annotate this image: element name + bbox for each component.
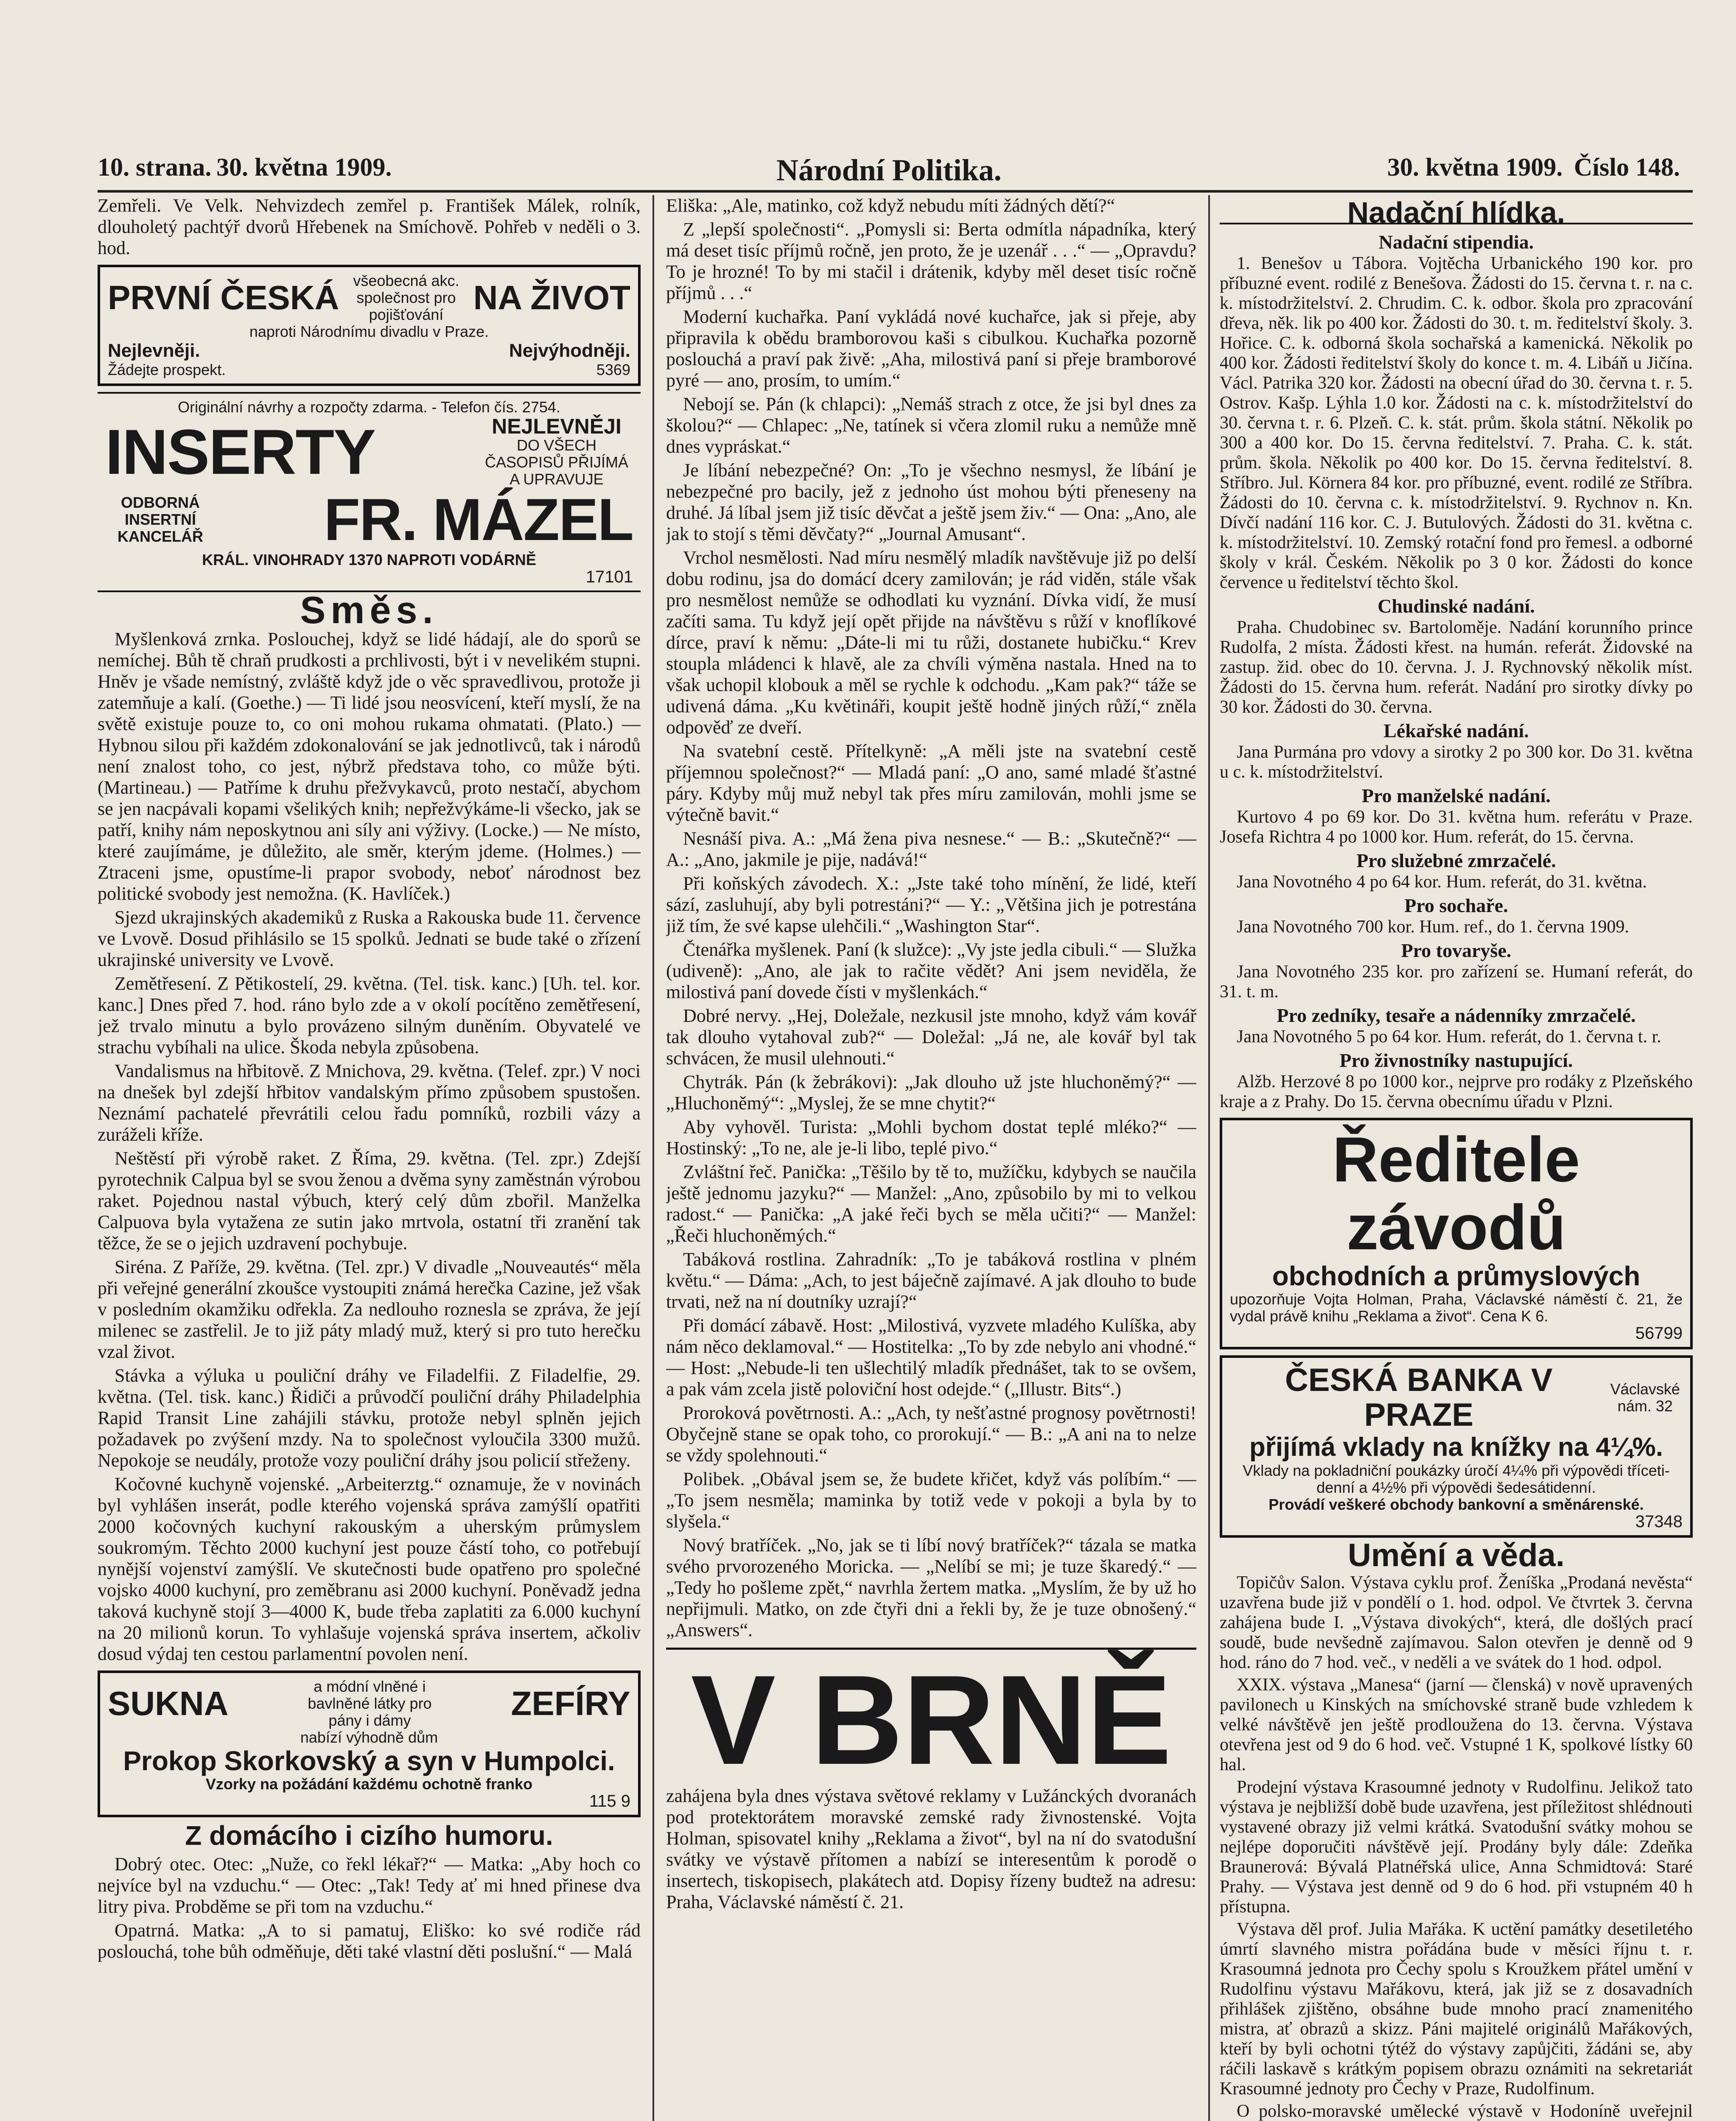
humor-paragraph: Aby vyhověl. Turista: „Mohli bychom dostat teplé mléko?“ — Hostinský: „To ne, ale je-li libo, teplé pivo.“ [666, 1116, 1196, 1158]
smes-paragraph: Vandalismus na hřbitově. Z Mnichova, 29. května. (Telef. zpr.) V noci na dnešek byl zdejší hřbitov vandalským přímo způsobem spustošen. Neznámí pachatelé převrátili celou řadu pomníků, rozbili vázy a zuráželi kříže. [98, 1060, 641, 1145]
ad-number: 5369 [596, 361, 630, 378]
column-2 [666, 195, 1196, 2121]
section-text: 1. Benešov u Tábora. Vojtěcha Urbanického 190 kor. pro příbuzné event. rodilé z Benešova. Žádosti do 15. června t. r. na c. k. místodržitelství. 2. Chrudim. C. k. odbor. škola pro zpracování dřeva, něk. lik po 400 kor. Žádosti do 30. t. m. ředitelství školy. 3. Hořice. C. k. odborná škola sochařská a kamenická. Několik po 400 kor. Žádosti ředitelství školy do konce t. m. 4. Libáň u Jičína. Václ. Patrika 320 kor. Žádosti na obecní úřad do 30. června t. r. 5. Ostrov. Kašp. Lýhla 1.0 kor. Žádosti na c. k. místodržitelství do 30. června t. r. 6. Plzeň. C. k. stát. prům. škola státní. Několik po 300 a 400 kor. Do 15. června ředitelství. 7. Praha. C. k. stát. prům. škola. Několik po 400 kor. Do 15. června ředitelství. 8. Stříbro. Jul. Körnera 84 kor. pro příbuzné, event. rodilé ze Stříbra. Žádosti do 10. června c. k. místodržitelství. 9. Rychnov n. Kn. Dívčí nadání 116 kor. C. J. Butulových. Žádosti do 31. května c. k. místodržitelství. 10. Zemský rotační fond pro řemesl. a odborné školy v král. Českém. Několik po 3 0 kor. Žádosti do konce července u ředitelství těchto škol. [1220, 254, 1693, 592]
humor-paragraph: Moderní kuchařka. Paní vykládá nové kuchařce, jak si přeje, aby připravila k obědu bramborovou kaši s cibulkou. Kuchařka pozorně poslouchá a praví pak živě: „Aha, milostivá paní si přeje bramborové pyré — ano, prosím, to umím.“ [666, 306, 1196, 391]
ad-cheap-sub: DO VŠECH ČASOPISŮ PŘIJÍMÁ A UPRAVUJE [484, 437, 629, 488]
humor-paragraph: Dobrý otec. Otec: „Nuže, co řekl lékař?“ — Matka: „Aby hoch co nejvíce byl na vzduchu.“ — Otec: „Tak! Tedy ať mi hned přinese dva litry piva. Probděme se při tom na vzduchu.“ [98, 1854, 641, 1917]
section-title: Pro manželské nadání. [1361, 785, 1551, 806]
humor-paragraph: Vrchol nesmělosti. Nad míru nesmělý mladík navštěvuje již po delší dobu rodinu, jsa do domácí dcery zamilován; je rád viděn, stále však pro nesmělost nemůže se odhodlati ku vyznání. Dívka vidí, že musí začíti sama. Tu když její opět přijde na návštěvu s růží v knoflíkové dírce, praví k němu: „Dáte-li mi tu růži, dostanete hubičku.“ Krev stoupla mládenci k hlavě, ale za chvíli výměna nastala. Hned na to však uchopil klobouk a měl se rychle k odchodu. „Kam pak?“ táže se udivená dáma. „Ku květináři, koupit ještě hodně jiných růží,“ zněla odpověď ze dveří. [666, 547, 1196, 738]
ad-v-brne [666, 1648, 1196, 1913]
ad-address: naproti Národnímu divadlu v Praze. [249, 323, 489, 340]
issue-number: Číslo 148. [1574, 153, 1680, 181]
ad-sukna-offer: nabízí výhodně dům [300, 1729, 438, 1746]
section-text: Jana Novotného 5 po 64 kor. Hum. referát, do 1. června t. r. [1237, 1027, 1661, 1047]
smes-paragraph: Myšlenková zrnka. Poslouchej, když se lidé hádají, ale do sporů se nemíchej. Bůh tě chraň prudkosti a prchlivosti, být i v nevelikém stupni. Hněv je všade nemístný, zvláště když jde o věc spravedlivou, protože ji zatemňuje a kalí. (Goethe.) — Ti lidé jsou neosvícení, kteří myslí, že na světě existuje pouze to, co oni mohou rukama ohmatati. (Plato.) — Hybnou silou při každém zdokonalování se jak jednotlivců, tak i národů není znalost toho, co jest, nýbrž představa toho, co může býti. (Martineau.) — Patříme k druhu přežvykavců, proto nestačí, abychom se jen nacpávali kopami všelikých knih; nepřežvýkáme-li všecko, jak se patří, knihy nám neposkytnou ani síly ani výživy. (Locke.) — Ne místo, které zaujímáme, je důležito, ale směr, kterým jdeme. (Holmes.) — Ztraceni jsme, opustíme-li prapor svobody, neboť národnost bez politické svobody jest nemožna. (K. Havlíček.) [98, 629, 641, 904]
umeni-paragraph: XXIX. výstava „Manesa“ (jarní — členská) v nově upravených pavilonech u Kinských na smíchovské straně bude vzhledem k velké návštěvě jen ještě prodloužena do 13. června. Výstava otevřena jest od 9 do 6 hod. več. Vstupné 1 K, spolkové lístky 60 hal. [1220, 1675, 1693, 1774]
ad-sukna-samples: Vzorky na požádání každému ochotně franko [205, 1775, 533, 1793]
header-date-right: 30. května 1909. [1387, 153, 1563, 181]
umeni-paragraph: Prodejní výstava Krasoumné jednoty v Rudolfinu. Jelikož tato výstava je nejbližší době bude uzavřena, jest příležitost shlédnouti vystavené obrazy již velmi krátká. Svatodušní svátky mohou se nejlépe doporučiti návštěvě její. Prodány byly dále: Zdeňka Braunerová: Bývalá Platnéřská ulice, Anna Schmidtová: Staré Prahy. — Výstava jest denně od 9 do 6 hod. při vstupném 40 h přístupna. [1220, 1777, 1693, 1917]
bank-line3: Provádí veškeré obchody bankovní a směnárenské. [1268, 1496, 1644, 1513]
humor-paragraph: Zvláštní řeč. Panička: „Těšilo by tě to, mužíčku, kdybych se naučila ještě jednomu jazyku?“ — Manžel: „Ano, způsobilo by mi to velkou radost.“ — Panička: „A jaké řeči bych se měla učiti?“ — Manžel: „Řeči hluchoněmých.“ [666, 1161, 1196, 1246]
section-title: Pro zedníky, tesaře a nádenníky zmrzačelé. [1277, 1005, 1636, 1026]
section-title: Pro živnostníky nastupující. [1339, 1049, 1573, 1071]
ad-mazel-address: KRÁL. VINOHRADY 1370 NAPROTI VODÁRNĚ [202, 551, 536, 568]
humor-paragraph: Nový bratříček. „No, jak se ti líbí nový bratříček?“ tázala se matka svého prvorozeného Moricka. — „Nelíbí se mi; je tuze škaredý.“ — „Tedy ho pošleme zpět,“ navrhla žertem matka. „Myslím, že by už ho nepřijmuli. Matko, on zde čtyři dni a řekli by, že je tuze obnošený.“ „Answers“. [666, 1535, 1196, 1640]
humor-paragraph: Čtenářka myšlenek. Paní (k služce): „Vy jste jedla cibuli.“ — Služka (udiveně): „Ano, ale jak to račite vědět? Ani jsem neviděla, že milostivá paní dovede čísti v myšlenkách.“ [666, 939, 1196, 1002]
section-text: Jana Novotného 235 kor. pro zařízení se. Humaní referát, do 31. t. m. [1220, 962, 1693, 1002]
column-divider [1208, 195, 1210, 2121]
humor-heading: Z domácího i cizího humoru. [185, 1820, 553, 1851]
section-text: Praha. Chudobinec sv. Bartoloměje. Nadání korunního prince Rudolfa, 2 místa. Žádosti křest. na humán. referát. Židovské na zastup. žid. obec do 10. června. J. J. Rychnovský několik míst. Žádosti do 15. června hum. referát. Nadání pro sirotky dívky po 30 kor. Žádosti do 30. června. [1220, 618, 1693, 717]
bank-name: ČESKÁ BANKA V PRAZE [1285, 1362, 1553, 1433]
humor-paragraph: Chytrák. Pán (k žebrákovi): „Jak dlouho už jste hluchoněmý?“ — „Hluchoněmý“: „Myslej, že se mne chytit?“ [666, 1072, 1196, 1114]
umeni-paragraph: Výstava děl prof. Julia Mařáka. K uctění památky desetiletého úmrtí slavného mistra pořádána bude v měsíci říjnu t. r. Krasoumná jednota pro Čechy spolu s Kroužkem přátel umění v Rudolfinu výstavu Mařákovu, která, jak již se z dosavadních přihlášek zjištěno, obsáhne bude mnoho prací znamenitého mistra, ať obrazů a skizz. Páni majitelé originálů Mařákových, kteří by byli ochotni týtéž do výstavy zapůjčiti, žádáni se, aby ráčili laskavě s krátkým popisem obrazu oznámiti na sekretariát Krasoumné jednoty pro Čechy v Praze, Rudolfinum. [1220, 1920, 1693, 2099]
page-number: 10. strana. [98, 153, 212, 181]
section-text: Alžb. Herzové 8 po 1000 kor., nejprve pro rodáky z Plzeňského kraje a z Prahy. Do 15. června obecnímu úřadu v Plzni. [1220, 1072, 1693, 1111]
umeni-heading: Umění a věda. [1347, 1537, 1565, 1573]
humor-paragraph: Je líbání nebezpečné? On: „To je všechno nesmysl, že líbání je nebezpečné pro bacily, jež z jednoho úst mohou býti přeneseny na druhé. Já líbal jsem již tisíc děvčat a ještě jsem živ.“ — Ona: „Ano, ale jak to stojí s těmi děvčaty?“ „Journal Amusant“. [666, 460, 1196, 544]
section-text: Jana Novotného 700 kor. Hum. ref., do 1. června 1909. [1237, 917, 1629, 937]
column-1 [98, 195, 641, 2121]
ad-mazel-name: FR. MÁZEL [324, 486, 633, 553]
humor-paragraph: Proroková povětrnosti. A.: „Ach, ty nešťastné prognosy povětrnosti! Obyčejně stane se opak toho, co prorokují.“ — B.: „A ani na to nelze se vždy spolehnouti.“ [666, 1402, 1196, 1466]
obituary: Zemřeli. Ve Velk. Nehvizdech zemřel p. František Málek, rolník, dlouholetý pachtýř dvorů Hřebenek na Smíchově. Pohřeb v neděli o 3. hod. [98, 195, 641, 258]
ad-inserty-title: INSERTY [105, 416, 375, 487]
section-text: Kurtovo 4 po 69 kor. Do 31. května hum. referátu v Praze. Josefa Richtra 4 po 1000 kor. Hum. referát, do 15. června. [1220, 807, 1693, 847]
smes-heading: Směs. [300, 589, 438, 632]
ad-cheap: NEJLEVNĚJI [492, 414, 622, 438]
section-title: Pro tovaryše. [1401, 940, 1512, 961]
ad-footer: Žádejte prospekt. [108, 361, 226, 378]
bank-address: Václavské nám. 32 [1610, 1380, 1680, 1415]
ad-reditele [1220, 1118, 1693, 1349]
header-date-left: 30. května 1909. [216, 153, 392, 181]
ad-number: 37348 [1635, 1512, 1683, 1531]
ad-title-right: NA ŽIVOT [473, 279, 630, 316]
humor-paragraph: Opatrná. Matka: „A to si pamatuj, Eliško: ko své rodiče rád poslouchá, tohe bůh odměňuje, děti také vlastní děti poslušní.“ — Malá [98, 1920, 641, 1962]
section-title: Nadační stipendia. [1378, 231, 1534, 253]
smes-paragraph: Siréna. Z Paříže, 29. května. (Tel. zpr.) V divadle „Nouveautés“ měla při veřejné generální zkoušce vystoupiti známá herečka Cazine, jež však v posledním okamžiku odřekla. Za nedlouho roznesla se zpráva, že její milenec se zastřelil. Je to již páty mladý muž, který si pro tuto herečku vzal život. [98, 1256, 641, 1362]
ad-reditele-text: upozorňuje Vojta Holman, Praha, Václavské náměstí č. 21, že vydal právě knihu „Reklama a život“. Cena K 6. [1230, 1290, 1683, 1325]
smes-paragraph: Sjezd ukrajinských akademiků z Ruska a Rakouska bude 11. července ve Lvově. Dosud přihlásilo se 15 spolků. Jednati se bude také o zřízení ukrajinské university ve Lvově. [98, 907, 641, 970]
ad-sukna [98, 1670, 641, 1817]
ad-slogan-right: Nejvýhodněji. [509, 340, 630, 361]
masthead-title: Národní Politika. [776, 153, 1002, 187]
humor-paragraph: Z „lepší společnosti“. „Pomysli si: Berta odmítla nápadníka, který má deset tisíc příjmů ročně, jen proto, že je uzenář . . .“ — „Opravdu? To je hrozné! To by mi stačil i drátenik, kdyby měl deset tisíc ročně příjmů . . .“ [666, 219, 1196, 303]
ad-brne-text: zahájena byla dnes výstava světové reklamy v Lužánckých dvoranách pod protektorátem moravské zemské rady živnostenské. Vojta Holman, spisovatel knihy „Reklama a život“, byl na ní do svatodušní svátky ve výstavě přítomen a nabízí se interesentům k porodě o insertech, tiskopisech, plakátech atd. Dopisy řízeny budtež na adresu: Praha, Václavské náměstí č. 21. [666, 1785, 1196, 1912]
ad-reditele-title: Ředitele závodů [1332, 1124, 1580, 1263]
column-3 [1220, 195, 1693, 2121]
ad-ceska-banka [1220, 1355, 1693, 1538]
section-text: Jana Purmána pro vdovy a sirotky 2 po 300 kor. Do 31. května u c. k. místodržitelství. [1220, 742, 1693, 782]
smes-paragraph: Neštěstí při výrobě raket. Z Říma, 29. května. (Tel. zpr.) Zdejší pyrotechnik Calpua byl se svou ženou a dvěma syny zaměstnán výrobou raket. Pojednou nastal výbuch, který celý dům zbořil. Manželka Calpuova byla vytažena ze sutin jako mrtvola, ostatní tři zranění tak těžce, že se o jejich uzdravení pochybuje. [98, 1148, 641, 1254]
ad-title-left: PRVNÍ ČESKÁ [108, 279, 339, 316]
humor-paragraph: Na svatební cestě. Přítelkyně: „A měli jste na svatební cestě příjemnou společnost?“ — Mladá paní: „O ano, samé mladé šťastné páry. Kdyby můj muž nebyl tak přes míru zamilován, mohli jsme se výtečně bavit.“ [666, 741, 1196, 825]
humor-paragraph: Při koňských závodech. X.: „Jste také toho mínění, že lidé, kteří sází, zasluhují, aby byli potrestáni?“ — Y.: „Většina jich je potrestána již tím, že své kapse ulehčili.“ „Washington Star“. [666, 873, 1196, 936]
ad-slogan-left: Nejlevněji. [108, 340, 200, 361]
bank-line1: přijímá vklady na knížky na 4¼%. [1249, 1433, 1663, 1462]
ad-sukna-firm: Prokop Skorkovský a syn v Humpolci. [123, 1746, 615, 1776]
ad-number: 115 9 [589, 1792, 630, 1810]
section-title: Pro služebné zmrzačelé. [1356, 850, 1556, 871]
page-header [98, 153, 1693, 191]
humor-paragraph: Při domácí zábavě. Host: „Milostivá, vyzvete mladého Kulíška, aby nám něco deklamoval.“ — Hostitelka: „To by zde nebylo ani vhodné.“ — Host: „Nebude-li ten ušlechtilý mladík přednášet, tak to se ovšem, a pak vám zcela jistě poloviční host odejde.“ („Illustr. Bits“.) [666, 1315, 1196, 1399]
section-title: Chudinské nadání. [1378, 595, 1535, 617]
smes-paragraph: Zemětřesení. Z Pětikostelí, 29. května. (Tel. tisk. kanc.) [Uh. tel. kor. kanc.] Dnes před 7. hod. ráno bylo zde a v okolí pocítěno zemětřesení, jež trvalo minutu a bylo provázeno silným duněním. Obyvatelé ve strachu vybíhali na ulice. Škoda nebyla způsobena. [98, 973, 641, 1058]
ad-brne-title: V BRNĚ [691, 1648, 1172, 1791]
ad-sukna-left: SUKNA [108, 1684, 229, 1722]
umeni-paragraph: Topičův Salon. Výstava cyklu prof. Ženíška „Prodaná nevěsta“ uzavřena bude již v pondělí o 1. hod. odpol. Ve čtvrtek 3. června zahájena bude I. „Výstava divokých“, která, dle došlých prací soudě, bude nevšedně zajímavou. Salon otevřen je denně od 9 hod. ráno do 7 hod. več., v neděli a ve svátek do 1 hod. odpol. [1220, 1573, 1693, 1672]
section-text: Jana Novotného 4 po 64 kor. Hum. referát, do 31. května. [1237, 872, 1647, 892]
humor-paragraph: Polibek. „Obával jsem se, že budete křičet, když vás políbím.“ — „To jsem nesměla; maminka by totiž vede v pokoji a byla by to slyšela.“ [666, 1469, 1196, 1532]
column-divider [652, 195, 654, 2121]
bank-line2: Vklady na pokladniční poukázky úročí 4¼% při výpovědi třícetidenní a 4½% při výpovědi šedesátidenní. [1243, 1462, 1670, 1496]
nadacni-heading: Nadační hlídka. [1220, 203, 1693, 224]
ad-top-line: Originální návrhy a rozpočty zdarma. - Telefon čís. 2754. [178, 398, 560, 416]
smes-paragraph: Kočovné kuchyně vojenské. „Arbeiterztg.“ oznamuje, že v novinách byl vyhlášen inserát, podle kterého vojenská správa zamýšlí opatřiti 2000 kočovných kuchyní rakouským a uherským průmyslem soukromým. Těchto 2000 kuchyní jest pouze částí toho, co potřebují nynější vojenství zamýšlí. Ve skutečnosti bude opatřeno pro společné vojsko 4000 kuchyní, pro zeměbranu asi 2000 kuchyní. Poněvadž jedna taková kuchyně stojí 3—4000 K, bude třeba zaplatiti za 6.000 kuchyní na 20 milionů korun. To vyhlašuje vojenská správa insertem, ačkoliv dosud výdaj ten cestou parlamentní povolen není. [98, 1474, 641, 1664]
humor-paragraph: Nebojí se. Pán (k chlapci): „Nemáš strach z otce, že jsi byl dnes za školou?“ — Chlapec: „Ne, tatínek si včera zlomil ruku a nemůže mně dnes vypráskat.“ [666, 394, 1196, 457]
smes-paragraph: Stávka a výluka u pouliční dráhy ve Filadelfii. Z Filadelfie, 29. května. (Tel. tisk. kanc.) Řidiči a průvodčí pouliční dráhy Philadelphia Rapid Transit Line zahájili stávku, protože nebyl splněn jejich požadavek po zvýšení mzdy. Na to společnost vyloučila 3300 mužů. Nepokoje se neudály, protože vozy pouliční dráhy jsou policií střeženy. [98, 1365, 641, 1471]
ad-sukna-middle: a módní vlněné i bavlněné látky pro pány i dámy [308, 1678, 432, 1729]
ad-sukna-right: ZEFÍRY [511, 1684, 630, 1722]
ad-inserty [98, 392, 641, 592]
ad-number: 56799 [1635, 1324, 1683, 1343]
humor-paragraph: Nesnáší piva. A.: „Má žena piva nesnese.“ — B.: „Skutečně?“ — A.: „Ano, jakmile je pije, nadává!“ [666, 828, 1196, 870]
umeni-paragraph: O polsko-moravské umělecké výstavě v Hodoníně uveřejnil [1237, 2101, 1693, 2121]
humor-paragraph: Dobré nervy. „Hej, Doležale, nezkusil jste mnoho, když vám kovář tak dlouho vytahoval zub?“ — Doležal: „Já ne, ale kovář byl tak schvácen, že musil ulehnouti.“ [666, 1005, 1196, 1069]
ad-reditele-sub: obchodních a průmyslových [1272, 1261, 1641, 1291]
ad-office: ODBORNÁ INSERTNÍ KANCELÁŘ [118, 494, 203, 545]
ad-number: 17101 [585, 568, 633, 586]
section-title: Pro sochaře. [1404, 895, 1508, 916]
humor-paragraph: Eliška: „Ale, matinko, což když nebudu míti žádných dětí?“ [666, 195, 1115, 216]
header-rule [98, 190, 1693, 193]
ad-prvni-ceska [98, 265, 641, 386]
ad-middle: všeobecná akc. společnost pro pojišťování [353, 272, 459, 323]
section-title: Lékařské nadání. [1383, 720, 1529, 742]
humor-paragraph: Tabáková rostlina. Zahradník: „To je tabáková rostlina v plném květu.“ — Dáma: „Ach, to jest báječně zajímavé. A jak dlouho to bude trvati, než na ní doutníky uzrají?“ [666, 1249, 1196, 1312]
